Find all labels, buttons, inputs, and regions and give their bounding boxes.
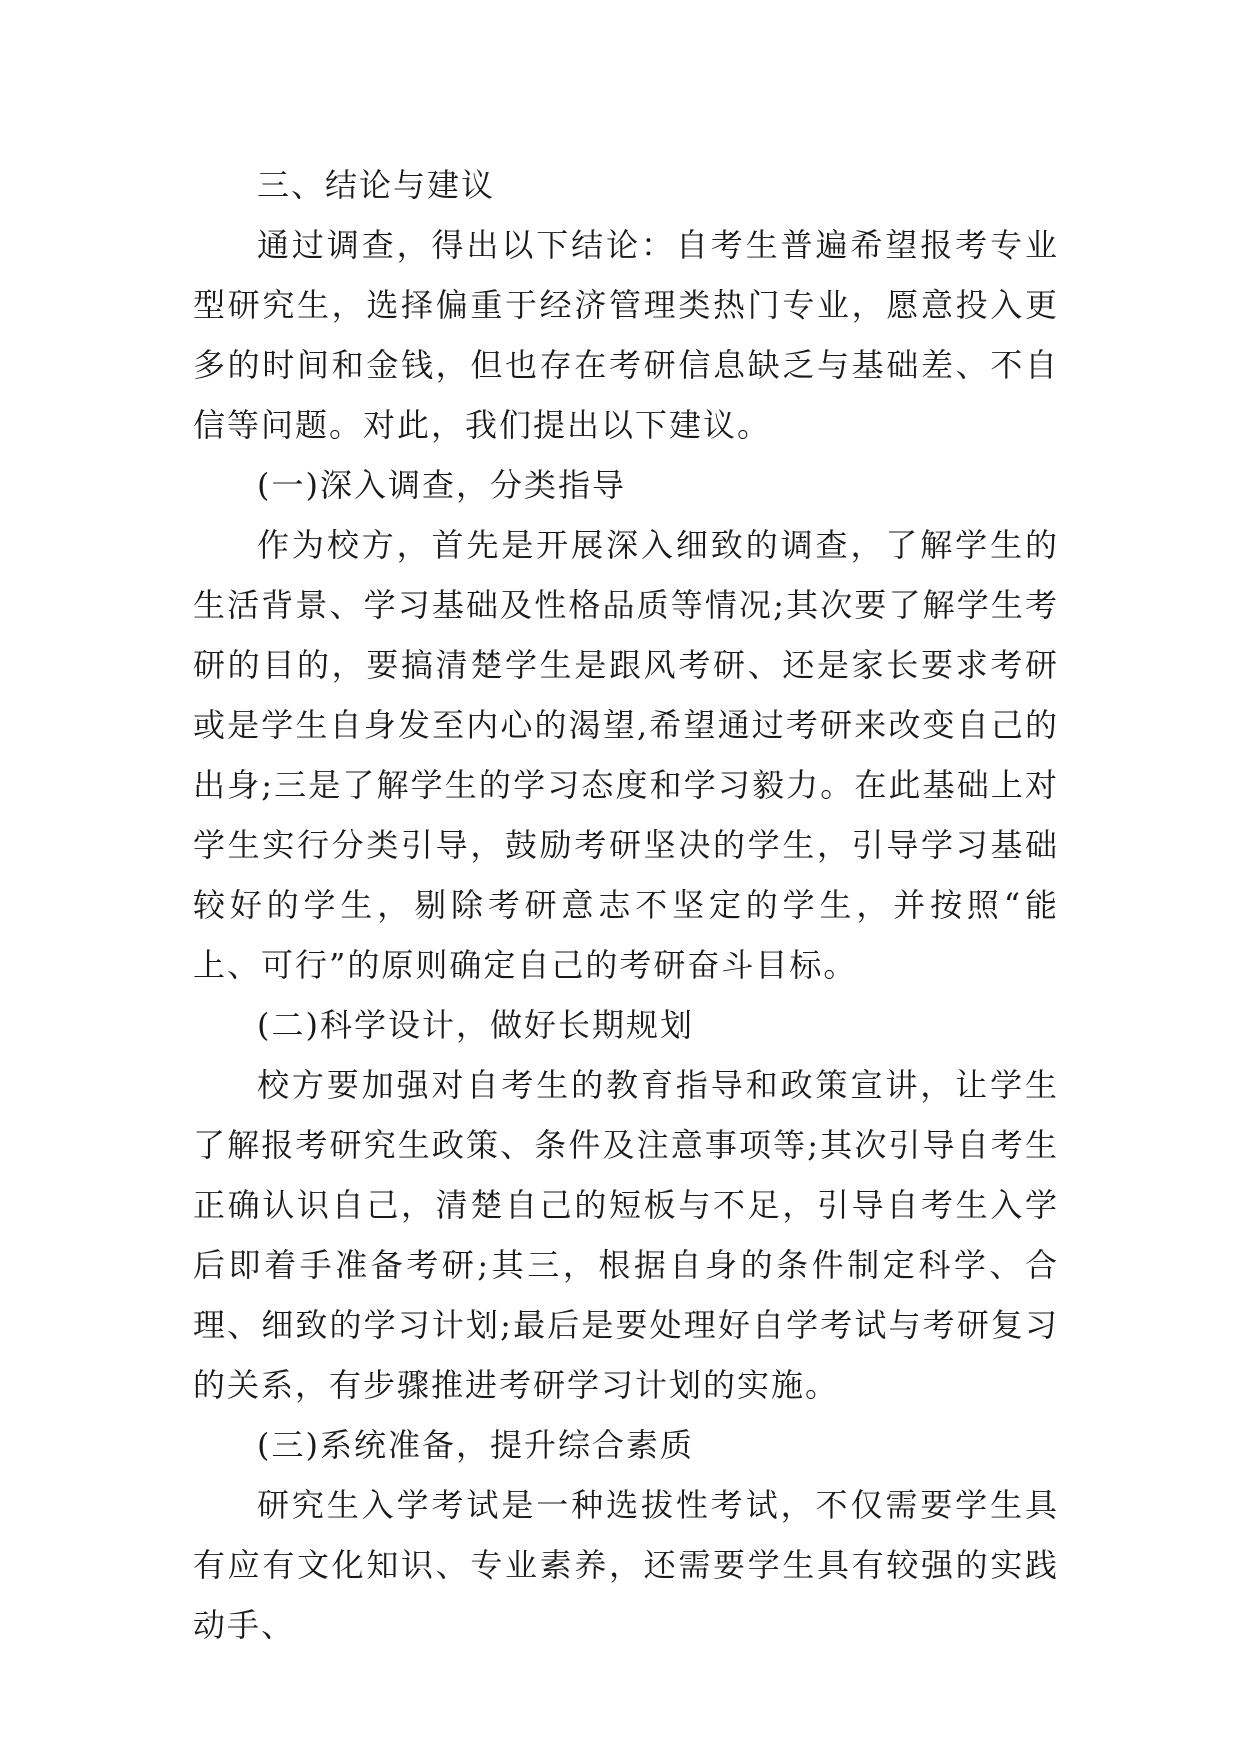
subheading-preparation: (三)系统准备，提升综合素质 [257,1426,694,1464]
preparation-paragraph: 研究生入学考试是一种选拔性考试，不仅需要学生具有应有文化知识、专业素养，还需要学生具有较强的实践动手、 [193,1486,1059,1644]
section-heading: 三、结论与建议 [257,166,496,204]
subheading-investigation: (一)深入调查，分类指导 [257,466,626,504]
planning-paragraph: 校方要加强对自考生的教育指导和政策宣讲，让学生了解报考研究生政策、条件及注意事项等;其次引导自考生正确认识自己，清楚自己的短板与不足，引导自考生入学后即着手准备考研;其三，根据自身的条件制定科学、合理、细致的学习计划;最后是要处理好自学考试与考研复习的关系，有步骤推进考研学习计划的实施。 [193,1066,1059,1404]
investigation-paragraph: 作为校方，首先是开展深入细致的调查，了解学生的生活背景、学习基础及性格品质等情况;其次要了解学生考研的目的，要搞清楚学生是跟风考研、还是家长要求考研或是学生自身发至内心的渴望,希望通过考研来改变自己的出身;三是了解学生的学习态度和学习毅力。在此基础上对学生实行分类引导，鼓励考研坚决的学生，引导学习基础较好的学生，剔除考研意志不坚定的学生，并按照“能上、可行”的原则确定自己的考研奋斗目标。 [193,526,1059,984]
conclusion-paragraph: 通过调查，得出以下结论：自考生普遍希望报考专业型研究生，选择偏重于经济管理类热门专业，愿意投入更多的时间和金钱，但也存在考研信息缺乏与基础差、不自信等问题。对此，我们提出以下建议。 [193,226,1059,444]
document-body [193,155,1059,1655]
subheading-planning: (二)科学设计，做好长期规划 [257,1006,694,1044]
